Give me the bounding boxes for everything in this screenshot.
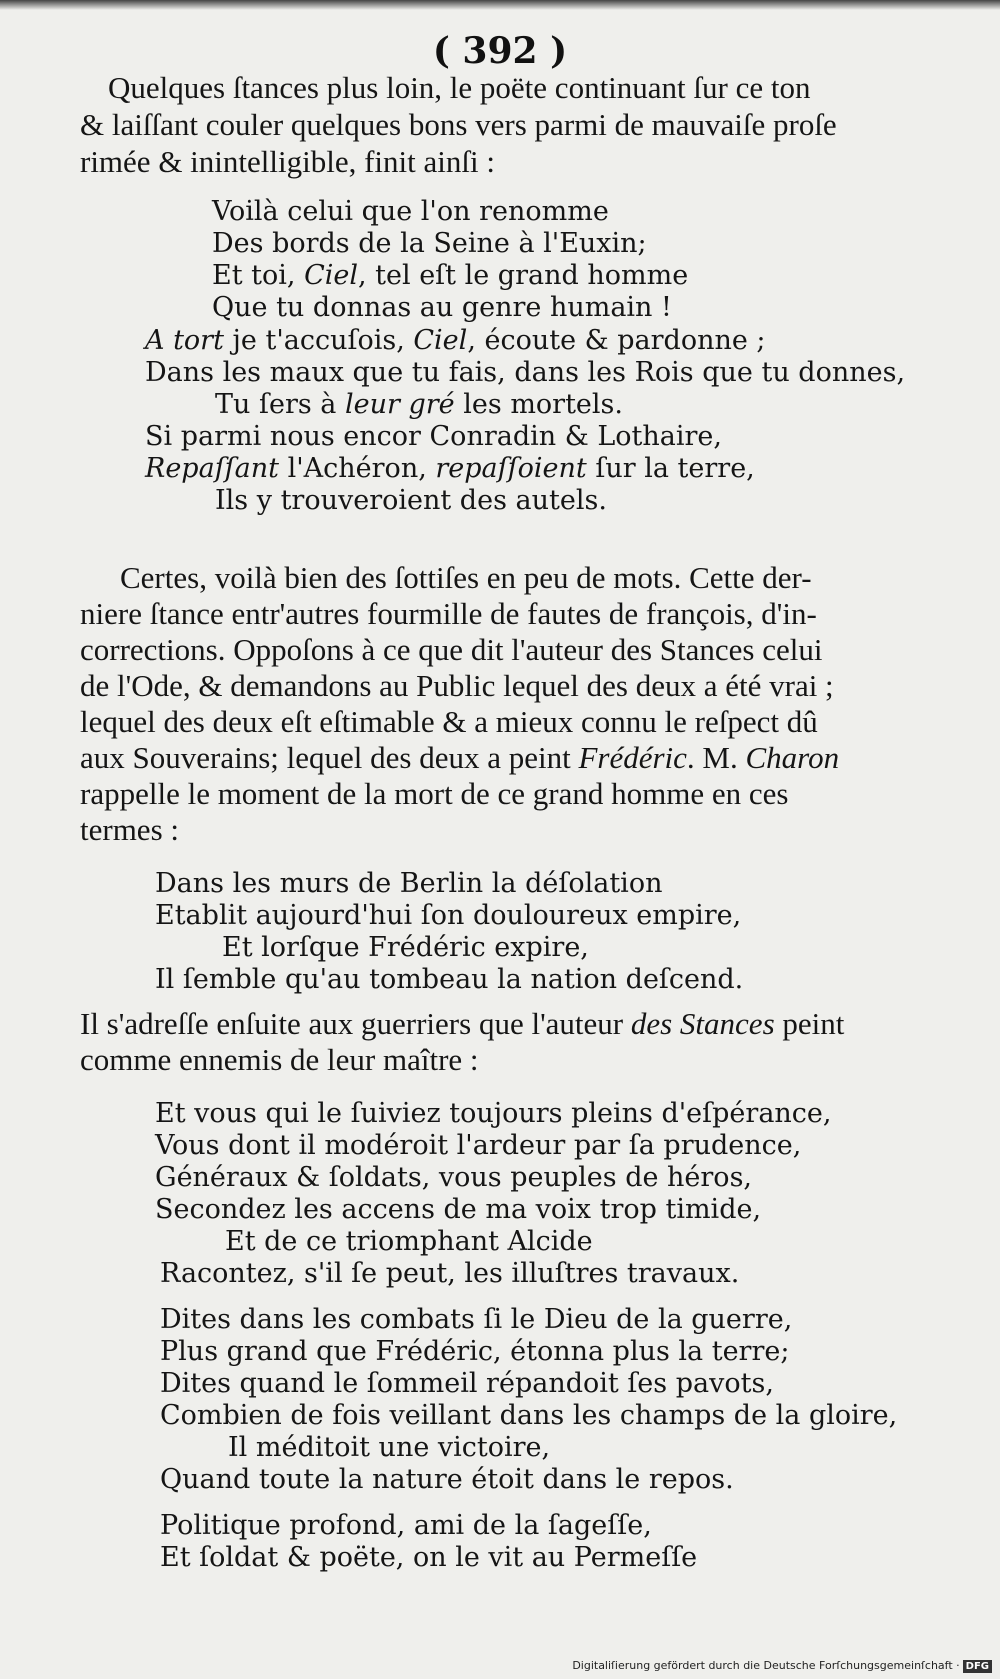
prose-text: . M. bbox=[686, 740, 738, 775]
verse-line: Il méditoit une victoire, bbox=[228, 1432, 551, 1463]
verse-line: Dans les murs de Berlin la déſolation bbox=[155, 868, 663, 899]
verse-line: Quand toute la nature étoit dans le repos. bbox=[160, 1464, 734, 1495]
verse-italic: repaſſoient bbox=[435, 453, 587, 484]
verse-line: Dites dans les combats ſi le Dieu de la guerre, bbox=[160, 1304, 793, 1335]
verse-line: Dans les maux que tu fais, dans les Rois que tu donnes, bbox=[145, 357, 906, 388]
prose-line: de l'Ode, & demandons au Public lequel des deux a été vrai ; bbox=[80, 668, 834, 703]
prose-italic: des Stances bbox=[630, 1006, 775, 1041]
prose-line: corrections. Oppoſons à ce que dit l'auteur des Stances celui bbox=[80, 632, 823, 667]
prose-line: termes : bbox=[80, 812, 179, 847]
verse-text: je t'accuſois, bbox=[223, 325, 405, 356]
verse-text: l'Achéron, bbox=[287, 453, 427, 484]
verse-line: Voilà celui que l'on renomme bbox=[212, 196, 609, 227]
verse-line: Combien de fois veillant dans les champs de la gloire, bbox=[160, 1400, 898, 1431]
prose-text: Il s'adreſſe enſuite aux guerriers que l'auteur bbox=[80, 1006, 624, 1041]
prose-line: & laiſſant couler quelques bons vers parmi de mauvaiſe proſe bbox=[80, 107, 837, 142]
verse-line: Il ſemble qu'au tombeau la nation deſcend. bbox=[155, 964, 744, 995]
verse-line: Des bords de la Seine à l'Euxin; bbox=[212, 228, 647, 259]
verse-line: Et de ce triomphant Alcide bbox=[225, 1226, 593, 1257]
verse-line: Et lorſque Frédéric expire, bbox=[222, 932, 589, 963]
digitization-footer bbox=[572, 1659, 992, 1673]
prose-line: rimée & inintelligible, finit ainſi : bbox=[80, 144, 495, 179]
verse-line: Et ſoldat & poëte, on le vit au Permeſſe bbox=[160, 1542, 698, 1573]
verse-line: Plus grand que Frédéric, étonna plus la terre; bbox=[160, 1336, 790, 1367]
prose-text: peint bbox=[782, 1006, 845, 1041]
verse-text: , tel eſt le grand homme bbox=[357, 260, 689, 291]
dfg-logo: DFG bbox=[963, 1660, 992, 1673]
prose-line bbox=[80, 740, 839, 776]
verse-line: Racontez, s'il ſe peut, les illuſtres travaux. bbox=[160, 1258, 740, 1289]
prose-line: lequel des deux eſt eſtimable & a mieux connu le reſpect dû bbox=[80, 704, 818, 739]
prose-line bbox=[80, 1006, 844, 1042]
verse-line: Etablit aujourd'hui ſon douloureux empire, bbox=[155, 900, 742, 931]
page-top-edge bbox=[0, 0, 1000, 10]
verse-text: les mortels. bbox=[463, 389, 623, 420]
verse-line: Que tu donnas au genre humain ! bbox=[212, 292, 672, 323]
verse-italic: Repaſſant bbox=[145, 453, 280, 484]
verse-text: Tu ſers à bbox=[215, 389, 337, 420]
verse-line: Vous dont il modéroit l'ardeur par ſa prudence, bbox=[155, 1130, 802, 1161]
verse-line: Dites quand le ſommeil répandoit ſes pavots, bbox=[160, 1368, 774, 1399]
prose-line: Quelques ſtances plus loin, le poëte continuant ſur ce ton bbox=[108, 70, 811, 105]
verse-italic: Ciel bbox=[413, 325, 468, 356]
verse-italic: A tort bbox=[145, 325, 224, 356]
verse-line bbox=[212, 260, 688, 291]
prose-line: niere ſtance entr'autres fourmille de fautes de françois, d'in- bbox=[80, 596, 817, 631]
verse-line bbox=[145, 325, 766, 356]
prose-text: aux Souverains; lequel des deux a peint bbox=[80, 740, 571, 775]
verse-line: Généraux & ſoldats, vous peuples de héros, bbox=[155, 1162, 753, 1193]
footer-text: Digitaliſierung gefördert durch die Deutsche Forſchungsgemeinſchaft · bbox=[572, 1659, 960, 1672]
page-number: ( 392 ) bbox=[432, 30, 568, 72]
prose-line: rappelle le moment de la mort de ce grand homme en ces bbox=[80, 776, 789, 811]
prose-italic: Charon bbox=[745, 740, 840, 775]
prose-italic: Frédéric bbox=[578, 740, 687, 775]
verse-line bbox=[145, 453, 755, 484]
verse-line: Ils y trouveroient des autels. bbox=[215, 485, 607, 516]
verse-italic: Ciel bbox=[304, 260, 358, 291]
verse-text: Et toi, bbox=[212, 260, 296, 291]
prose-line: Certes, voilà bien des ſottiſes en peu de mots. Cette der- bbox=[120, 560, 812, 595]
verse-line: Et vous qui le ſuiviez toujours pleins d'eſpérance, bbox=[155, 1098, 832, 1129]
verse-italic: leur gré bbox=[345, 389, 455, 420]
verse-line: Politique profond, ami de la ſageſſe, bbox=[160, 1510, 652, 1541]
verse-line: Si parmi nous encor Conradin & Lothaire, bbox=[145, 421, 722, 452]
verse-line: Secondez les accens de ma voix trop timide, bbox=[155, 1194, 762, 1225]
verse-text: , écoute & pardonne ; bbox=[467, 325, 766, 356]
verse-text: ſur la terre, bbox=[595, 453, 755, 484]
prose-line: comme ennemis de leur maître : bbox=[80, 1042, 479, 1077]
verse-line bbox=[215, 389, 623, 420]
